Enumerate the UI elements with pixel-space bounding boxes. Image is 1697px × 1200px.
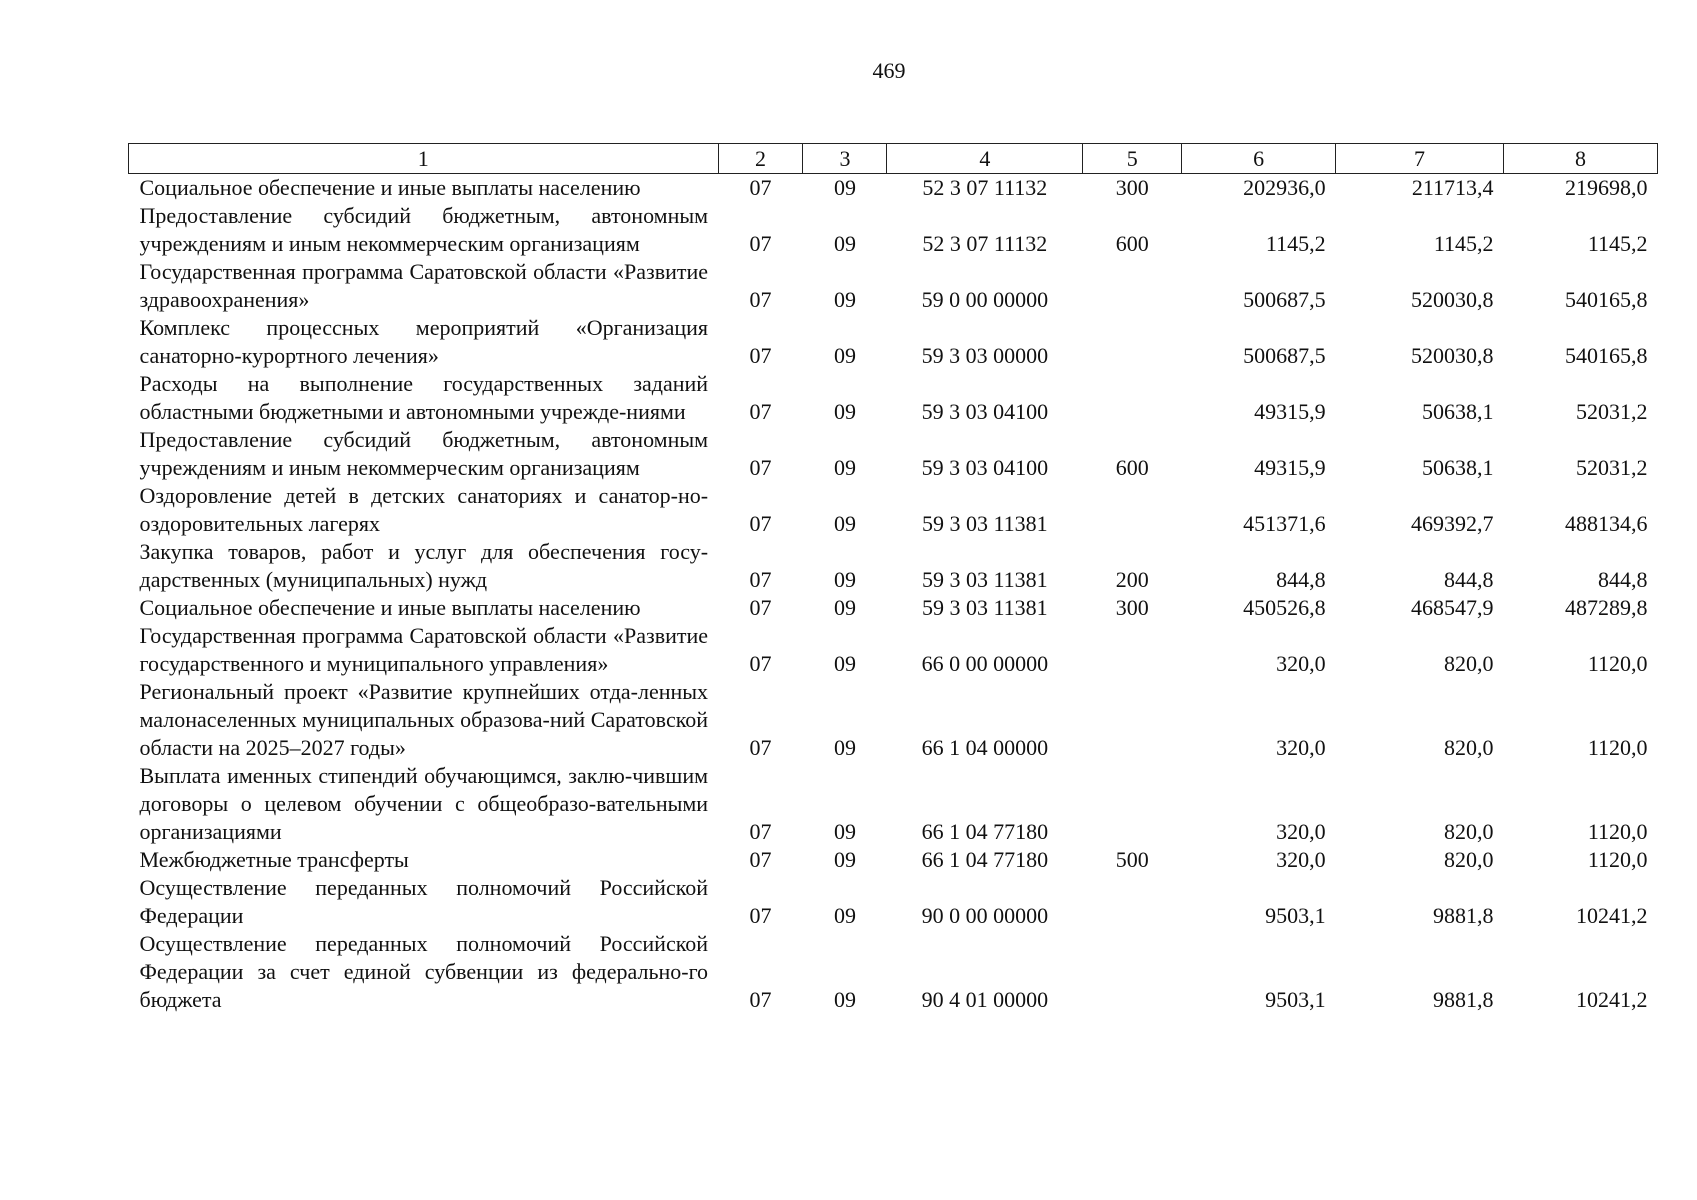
table-row (129, 258, 1658, 314)
amount-year-2: 50638,1 (1422, 455, 1494, 480)
target-article-code: 59 3 03 04100 (921, 455, 1049, 480)
amount-year-2: 469392,7 (1411, 511, 1494, 536)
budget-table (128, 143, 1658, 1014)
column-header: 3 (803, 144, 887, 174)
amount-year-1: 202936,0 (1243, 175, 1326, 200)
amount-year-3: 844,8 (1598, 567, 1648, 592)
table-row (129, 202, 1658, 258)
amount-year-3: 488134,6 (1565, 511, 1648, 536)
target-article-code: 59 3 03 04100 (921, 399, 1049, 424)
amount-year-1: 49315,9 (1254, 455, 1326, 480)
subsection-code: 09 (833, 847, 856, 872)
table-row (129, 622, 1658, 678)
amount-year-1: 500687,5 (1243, 343, 1326, 368)
section-code: 07 (749, 455, 772, 480)
section-code: 07 (749, 343, 772, 368)
amount-year-2: 9881,8 (1433, 903, 1494, 928)
subsection-code: 09 (833, 903, 856, 928)
amount-year-3: 540165,8 (1565, 343, 1648, 368)
amount-year-3: 52031,2 (1576, 455, 1648, 480)
column-header: 8 (1504, 144, 1658, 174)
target-article-code: 52 3 07 11132 (922, 231, 1048, 256)
amount-year-2: 520030,8 (1411, 343, 1494, 368)
target-article-code: 59 3 03 00000 (921, 343, 1049, 368)
subsection-code: 09 (833, 511, 856, 536)
expense-type-code: 300 (1115, 595, 1149, 620)
table-row (129, 370, 1658, 426)
subsection-code: 09 (833, 455, 856, 480)
header-row (129, 144, 1658, 174)
column-header: 4 (887, 144, 1083, 174)
amount-year-1: 320,0 (1276, 847, 1326, 872)
row-name: Закупка товаров, работ и услуг для обеспечения госу-дарственных (муниципальных) нужд (139, 539, 709, 592)
row-name: Государственная программа Саратовской области «Развитие здравоохранения» (139, 259, 709, 312)
expense-type-code: 300 (1115, 175, 1149, 200)
expense-type-code (1083, 874, 1182, 930)
subsection-code: 09 (833, 595, 856, 620)
table-row (129, 314, 1658, 370)
amount-year-1: 320,0 (1276, 819, 1326, 844)
expense-type-code (1083, 930, 1182, 1014)
amount-year-1: 844,8 (1276, 567, 1326, 592)
page-number: 469 (872, 58, 906, 83)
amount-year-3: 1120,0 (1587, 819, 1648, 844)
amount-year-2: 211713,4 (1411, 175, 1494, 200)
table-row (129, 930, 1658, 1014)
amount-year-3: 219698,0 (1565, 175, 1648, 200)
column-header: 1 (129, 144, 719, 174)
target-article-code: 59 3 03 11381 (921, 595, 1048, 620)
table-row (129, 874, 1658, 930)
table-row (129, 482, 1658, 538)
target-article-code: 90 4 01 00000 (921, 987, 1049, 1012)
section-code: 07 (749, 287, 772, 312)
amount-year-2: 468547,9 (1411, 595, 1494, 620)
target-article-code: 59 3 03 11381 (921, 511, 1048, 536)
amount-year-1: 9503,1 (1265, 903, 1326, 928)
column-header: 2 (718, 144, 803, 174)
amount-year-2: 820,0 (1444, 847, 1494, 872)
table-row (129, 174, 1658, 203)
expense-type-code (1083, 678, 1182, 762)
subsection-code: 09 (833, 175, 856, 200)
row-name: Государственная программа Саратовской области «Развитие государственного и муниципального управления» (139, 623, 709, 676)
section-code: 07 (749, 651, 772, 676)
row-name: Социальное обеспечение и иные выплаты населению (139, 595, 641, 620)
target-article-code: 59 3 03 11381 (921, 567, 1048, 592)
subsection-code: 09 (833, 231, 856, 256)
row-name: Межбюджетные трансферты (139, 847, 409, 872)
amount-year-1: 9503,1 (1265, 987, 1326, 1012)
amount-year-2: 844,8 (1444, 567, 1494, 592)
amount-year-1: 1145,2 (1265, 231, 1326, 256)
amount-year-2: 9881,8 (1433, 987, 1494, 1012)
expense-type-code (1083, 762, 1182, 846)
expense-type-code: 600 (1115, 231, 1149, 256)
row-name: Региональный проект «Развитие крупнейших отда-ленных малонаселенных муниципальных образова-ний Саратовской области на 2025–2027 годы» (139, 679, 709, 760)
subsection-code: 09 (833, 287, 856, 312)
section-code: 07 (749, 819, 772, 844)
subsection-code: 09 (833, 735, 856, 760)
row-name: Осуществление переданных полномочий Российской Федерации за счет единой субвенции из федерально-го бюджета (139, 931, 709, 1012)
expense-type-code: 200 (1115, 567, 1149, 592)
subsection-code: 09 (833, 343, 856, 368)
subsection-code: 09 (833, 567, 856, 592)
table-row (129, 594, 1658, 622)
table-body (129, 174, 1658, 1015)
target-article-code: 66 0 00 00000 (921, 651, 1049, 676)
row-name: Комплекс процессных мероприятий «Организация санаторно-курортного лечения» (139, 315, 709, 368)
column-header: 5 (1083, 144, 1182, 174)
section-code: 07 (749, 847, 772, 872)
table-row (129, 762, 1658, 846)
amount-year-2: 50638,1 (1422, 399, 1494, 424)
table-row (129, 678, 1658, 762)
amount-year-2: 820,0 (1444, 735, 1494, 760)
section-code: 07 (749, 987, 772, 1012)
amount-year-2: 820,0 (1444, 819, 1494, 844)
expense-type-code: 500 (1115, 847, 1149, 872)
amount-year-3: 10241,2 (1576, 987, 1648, 1012)
section-code: 07 (749, 735, 772, 760)
amount-year-3: 540165,8 (1565, 287, 1648, 312)
expense-type-code (1083, 314, 1182, 370)
amount-year-2: 820,0 (1444, 651, 1494, 676)
target-article-code: 66 1 04 77180 (921, 847, 1049, 872)
row-name: Социальное обеспечение и иные выплаты населению (139, 175, 641, 200)
section-code: 07 (749, 511, 772, 536)
amount-year-1: 450526,8 (1243, 595, 1326, 620)
amount-year-3: 52031,2 (1576, 399, 1648, 424)
amount-year-2: 520030,8 (1411, 287, 1494, 312)
expense-type-code (1083, 622, 1182, 678)
table-row (129, 426, 1658, 482)
section-code: 07 (749, 175, 772, 200)
table-row (129, 846, 1658, 874)
column-header: 6 (1182, 144, 1336, 174)
target-article-code: 66 1 04 00000 (921, 735, 1049, 760)
amount-year-1: 451371,6 (1243, 511, 1326, 536)
amount-year-1: 320,0 (1276, 651, 1326, 676)
row-name: Выплата именных стипендий обучающимся, заклю-чившим договоры о целевом обучении с общеобразо-вательными организациями (139, 763, 709, 844)
section-code: 07 (749, 903, 772, 928)
amount-year-1: 500687,5 (1243, 287, 1326, 312)
subsection-code: 09 (833, 651, 856, 676)
table-row (129, 538, 1658, 594)
expense-type-code: 600 (1115, 455, 1149, 480)
row-name: Оздоровление детей в детских санаториях и санатор-но-оздоровительных лагерях (139, 483, 709, 536)
expense-type-code (1083, 258, 1182, 314)
amount-year-3: 1120,0 (1587, 847, 1648, 872)
column-header: 7 (1336, 144, 1504, 174)
row-name: Осуществление переданных полномочий Российской Федерации (139, 875, 709, 928)
expense-type-code (1083, 482, 1182, 538)
amount-year-2: 1145,2 (1433, 231, 1494, 256)
subsection-code: 09 (833, 819, 856, 844)
expense-type-code (1083, 370, 1182, 426)
subsection-code: 09 (833, 399, 856, 424)
target-article-code: 52 3 07 11132 (922, 175, 1048, 200)
section-code: 07 (749, 399, 772, 424)
row-name: Предоставление субсидий бюджетным, автономным учреждениям и иным некоммерческим организациям (139, 203, 709, 256)
subsection-code: 09 (833, 987, 856, 1012)
target-article-code: 90 0 00 00000 (921, 903, 1049, 928)
amount-year-3: 1120,0 (1587, 651, 1648, 676)
amount-year-3: 1120,0 (1587, 735, 1648, 760)
row-name: Расходы на выполнение государственных заданий областными бюджетными и автономными учрежде-ниями (139, 371, 709, 424)
section-code: 07 (749, 567, 772, 592)
row-name: Предоставление субсидий бюджетным, автономным учреждениям и иным некоммерческим организациям (139, 427, 709, 480)
amount-year-1: 49315,9 (1254, 399, 1326, 424)
section-code: 07 (749, 595, 772, 620)
target-article-code: 59 0 00 00000 (921, 287, 1049, 312)
amount-year-3: 487289,8 (1565, 595, 1648, 620)
amount-year-3: 1145,2 (1587, 231, 1648, 256)
amount-year-3: 10241,2 (1576, 903, 1648, 928)
table-header (129, 144, 1658, 174)
amount-year-1: 320,0 (1276, 735, 1326, 760)
target-article-code: 66 1 04 77180 (921, 819, 1049, 844)
section-code: 07 (749, 231, 772, 256)
